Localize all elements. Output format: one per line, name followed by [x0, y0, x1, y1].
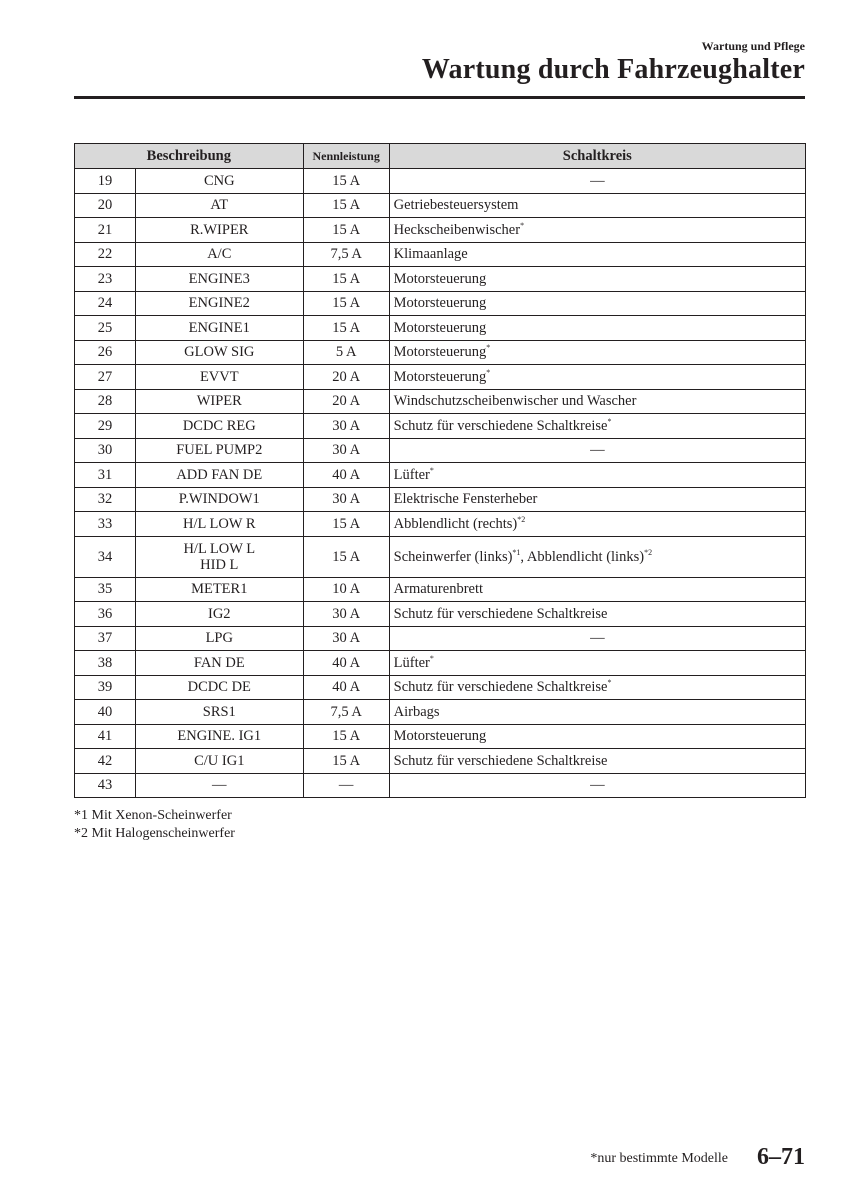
fuse-description-line: LPG: [205, 630, 233, 647]
fuse-rating: 30 A: [303, 626, 389, 651]
fuse-circuit: [389, 602, 805, 627]
fuse-rating: 10 A: [303, 577, 389, 602]
fuse-description-line: FAN DE: [193, 654, 245, 671]
fuse-number: 24: [75, 291, 136, 316]
fuse-circuit: [389, 340, 805, 365]
circuit-text: Motorsteuerung: [393, 270, 487, 287]
page-number: 6–71: [757, 1144, 805, 1170]
fuse-number: 39: [75, 675, 136, 700]
fuse-number: 40: [75, 700, 136, 725]
title-rule: [74, 96, 805, 99]
circuit-text: —: [590, 442, 605, 459]
fuse-description: [135, 749, 303, 774]
circuit-text: —: [590, 777, 605, 794]
table-row: [75, 773, 806, 798]
footer-note: *nur bestimmte Modelle: [590, 1151, 728, 1166]
fuse-number: 42: [75, 749, 136, 774]
fuse-rating: 40 A: [303, 463, 389, 488]
fuse-description-line: IG2: [208, 605, 231, 622]
table-row: [75, 749, 806, 774]
fuse-rating: 15 A: [303, 512, 389, 537]
fuse-description: [135, 291, 303, 316]
fuse-rating: 40 A: [303, 651, 389, 676]
fuse-description: [135, 193, 303, 218]
footnote-2: *2 Mit Halogenscheinwerfer: [74, 826, 235, 841]
fuse-description: [135, 487, 303, 512]
fuse-circuit: [389, 724, 805, 749]
fuse-description: [135, 773, 303, 798]
circuit-text: Schutz für verschiedene Schaltkreise: [393, 679, 608, 696]
footnote-marker: *: [429, 465, 434, 475]
fuse-circuit: [389, 414, 805, 439]
fuse-description-line: METER1: [191, 581, 248, 598]
table-row: [75, 218, 806, 243]
fuse-description-line: GLOW SIG: [184, 344, 255, 361]
fuse-circuit: [389, 512, 805, 537]
fuse-circuit: [389, 316, 805, 341]
fuse-circuit: [389, 626, 805, 651]
fuse-circuit: [389, 389, 805, 414]
fuse-description: [135, 438, 303, 463]
fuse-number: 22: [75, 242, 136, 267]
table-row: [75, 512, 806, 537]
fuse-number: 30: [75, 438, 136, 463]
fuse-description: [135, 340, 303, 365]
table-row: [75, 602, 806, 627]
footnote-1: *1 Mit Xenon-Scheinwerfer: [74, 808, 232, 823]
circuit-text: Abblendlicht (rechts): [393, 515, 518, 532]
fuse-rating: 30 A: [303, 602, 389, 627]
fuse-rating: 15 A: [303, 267, 389, 292]
table-row: [75, 242, 806, 267]
table-row: [75, 463, 806, 488]
fuse-description: [135, 316, 303, 341]
header-description: Beschreibung: [75, 144, 304, 169]
footnote-marker: *2: [517, 514, 526, 524]
fuse-description-line: ENGINE. IG1: [177, 728, 262, 745]
circuit-text: Motorsteuerung: [393, 344, 487, 361]
fuse-description-line: —: [212, 777, 227, 794]
fuse-number: 43: [75, 773, 136, 798]
table-row: [75, 414, 806, 439]
footnote-marker: *: [486, 343, 491, 353]
fuse-rating: 5 A: [303, 340, 389, 365]
table-header-row: [75, 144, 806, 169]
circuit-text: Motorsteuerung: [393, 728, 487, 745]
fuse-description-line: H/L LOW R: [183, 515, 256, 532]
header-rating: Nennleistung: [303, 144, 389, 169]
fuse-description: [135, 169, 303, 194]
fuse-circuit: [389, 463, 805, 488]
fuse-table-body: [75, 169, 806, 798]
fuse-description-line: ADD FAN DE: [176, 466, 263, 483]
circuit-text: Getriebesteuersystem: [393, 197, 519, 214]
fuse-description: [135, 700, 303, 725]
circuit-text: Airbags: [393, 703, 440, 720]
fuse-description-line: DCDC REG: [182, 417, 256, 434]
circuit-text: —: [590, 630, 605, 647]
footnote-marker: *: [607, 416, 612, 426]
table-row: [75, 389, 806, 414]
fuse-rating: —: [303, 773, 389, 798]
table-row: [75, 438, 806, 463]
circuit-text: Schutz für verschiedene Schaltkreise: [393, 605, 608, 622]
fuse-circuit: [389, 218, 805, 243]
fuse-description: [135, 463, 303, 488]
fuse-description-line: ENGINE3: [188, 270, 250, 287]
table-row: [75, 577, 806, 602]
fuse-circuit: [389, 291, 805, 316]
fuse-number: 27: [75, 365, 136, 390]
circuit-text: Scheinwerfer (links): [393, 548, 513, 565]
fuse-circuit: [389, 577, 805, 602]
fuse-number: 32: [75, 487, 136, 512]
fuse-description: [135, 267, 303, 292]
circuit-text: —: [590, 172, 605, 189]
table-row: [75, 316, 806, 341]
fuse-rating: 15 A: [303, 193, 389, 218]
fuse-number: 25: [75, 316, 136, 341]
circuit-text: , Abblendlicht (links): [520, 548, 645, 565]
fuse-circuit: [389, 365, 805, 390]
fuse-rating: 30 A: [303, 414, 389, 439]
fuse-description-line: SRS1: [202, 703, 236, 720]
footnote-marker: *: [607, 678, 612, 688]
table-row: [75, 193, 806, 218]
circuit-text: Lüfter: [393, 654, 430, 671]
fuse-description: [135, 242, 303, 267]
fuse-circuit: [389, 536, 805, 577]
fuse-number: 35: [75, 577, 136, 602]
fuse-description-line: C/U IG1: [194, 752, 245, 769]
table-row: [75, 700, 806, 725]
fuse-circuit: [389, 700, 805, 725]
fuse-description-line: WIPER: [196, 393, 242, 410]
circuit-text: Armaturenbrett: [393, 581, 484, 598]
fuse-description: [135, 414, 303, 439]
table-row: [75, 724, 806, 749]
page-title: Wartung durch Fahrzeughalter: [421, 54, 805, 85]
fuse-rating: 15 A: [303, 169, 389, 194]
fuse-number: 26: [75, 340, 136, 365]
fuse-rating: 20 A: [303, 389, 389, 414]
fuse-rating: 40 A: [303, 675, 389, 700]
table-row: [75, 651, 806, 676]
circuit-text: Motorsteuerung: [393, 295, 487, 312]
fuse-circuit: [389, 675, 805, 700]
fuse-description-line: EVVT: [199, 368, 239, 385]
fuse-number: 41: [75, 724, 136, 749]
fuse-rating: 15 A: [303, 218, 389, 243]
table-row: [75, 536, 806, 577]
circuit-text: Klimaanlage: [393, 246, 468, 263]
circuit-text: Schutz für verschiedene Schaltkreise: [393, 752, 608, 769]
section-label: Wartung und Pflege: [701, 39, 805, 53]
fuse-description: [135, 536, 303, 577]
table-row: [75, 487, 806, 512]
fuse-circuit: [389, 749, 805, 774]
footnotes: [74, 807, 235, 843]
fuse-description: [135, 218, 303, 243]
footnote-marker: *: [520, 220, 525, 230]
fuse-description-line: A/C: [207, 246, 232, 263]
fuse-description-line: DCDC DE: [187, 679, 251, 696]
fuse-number: 31: [75, 463, 136, 488]
header-circuit: Schaltkreis: [389, 144, 805, 169]
table-row: [75, 169, 806, 194]
table-row: [75, 291, 806, 316]
table-row: [75, 340, 806, 365]
fuse-circuit: [389, 242, 805, 267]
fuse-rating: 30 A: [303, 438, 389, 463]
fuse-number: 36: [75, 602, 136, 627]
circuit-text: Windschutzscheibenwischer und Wascher: [393, 393, 637, 410]
fuse-description: [135, 626, 303, 651]
fuse-rating: 30 A: [303, 487, 389, 512]
footnote-marker: *: [486, 367, 491, 377]
fuse-description: [135, 651, 303, 676]
fuse-description: [135, 577, 303, 602]
fuse-description: [135, 724, 303, 749]
fuse-description-line: CNG: [203, 172, 235, 189]
fuse-number: 21: [75, 218, 136, 243]
circuit-text: Lüfter: [393, 466, 430, 483]
table-row: [75, 626, 806, 651]
fuse-description-line: FUEL PUMP2: [176, 442, 263, 459]
fuse-description: [135, 389, 303, 414]
fuse-circuit: [389, 651, 805, 676]
fuse-rating: 7,5 A: [303, 700, 389, 725]
fuse-description: [135, 512, 303, 537]
fuse-circuit: [389, 438, 805, 463]
fuse-circuit: [389, 487, 805, 512]
fuse-description-line: P.WINDOW1: [178, 491, 260, 508]
circuit-text: Motorsteuerung: [393, 368, 487, 385]
fuse-rating: 20 A: [303, 365, 389, 390]
fuse-number: 29: [75, 414, 136, 439]
footnote-marker: *1: [512, 547, 521, 557]
fuse-rating: 7,5 A: [303, 242, 389, 267]
fuse-rating: 15 A: [303, 749, 389, 774]
fuse-rating: 15 A: [303, 536, 389, 577]
fuse-number: 23: [75, 267, 136, 292]
fuse-table: [74, 143, 806, 798]
fuse-number: 33: [75, 512, 136, 537]
fuse-rating: 15 A: [303, 291, 389, 316]
fuse-number: 34: [75, 536, 136, 577]
fuse-description-line: R.WIPER: [190, 221, 249, 238]
fuse-description: [135, 365, 303, 390]
fuse-number: 28: [75, 389, 136, 414]
footnote-marker: *: [429, 653, 434, 663]
fuse-rating: 15 A: [303, 316, 389, 341]
fuse-circuit: [389, 267, 805, 292]
fuse-description: [135, 675, 303, 700]
table-row: [75, 267, 806, 292]
fuse-number: 37: [75, 626, 136, 651]
circuit-text: Heckscheibenwischer: [393, 221, 521, 238]
circuit-text: Motorsteuerung: [393, 319, 487, 336]
table-row: [75, 675, 806, 700]
fuse-description-line: ENGINE1: [188, 319, 250, 336]
footnote-marker: *2: [644, 547, 653, 557]
fuse-description-line: ENGINE2: [188, 295, 250, 312]
fuse-rating: 15 A: [303, 724, 389, 749]
fuse-description-line: H/L LOW L: [183, 540, 256, 557]
fuse-number: 38: [75, 651, 136, 676]
table-row: [75, 365, 806, 390]
fuse-description-line: AT: [210, 197, 229, 214]
fuse-circuit: [389, 169, 805, 194]
circuit-text: Elektrische Fensterheber: [393, 491, 538, 508]
fuse-circuit: [389, 773, 805, 798]
fuse-number: 19: [75, 169, 136, 194]
fuse-description: [135, 602, 303, 627]
circuit-text: Schutz für verschiedene Schaltkreise: [393, 417, 608, 434]
fuse-circuit: [389, 193, 805, 218]
fuse-number: 20: [75, 193, 136, 218]
fuse-description-line: HID L: [200, 556, 239, 573]
